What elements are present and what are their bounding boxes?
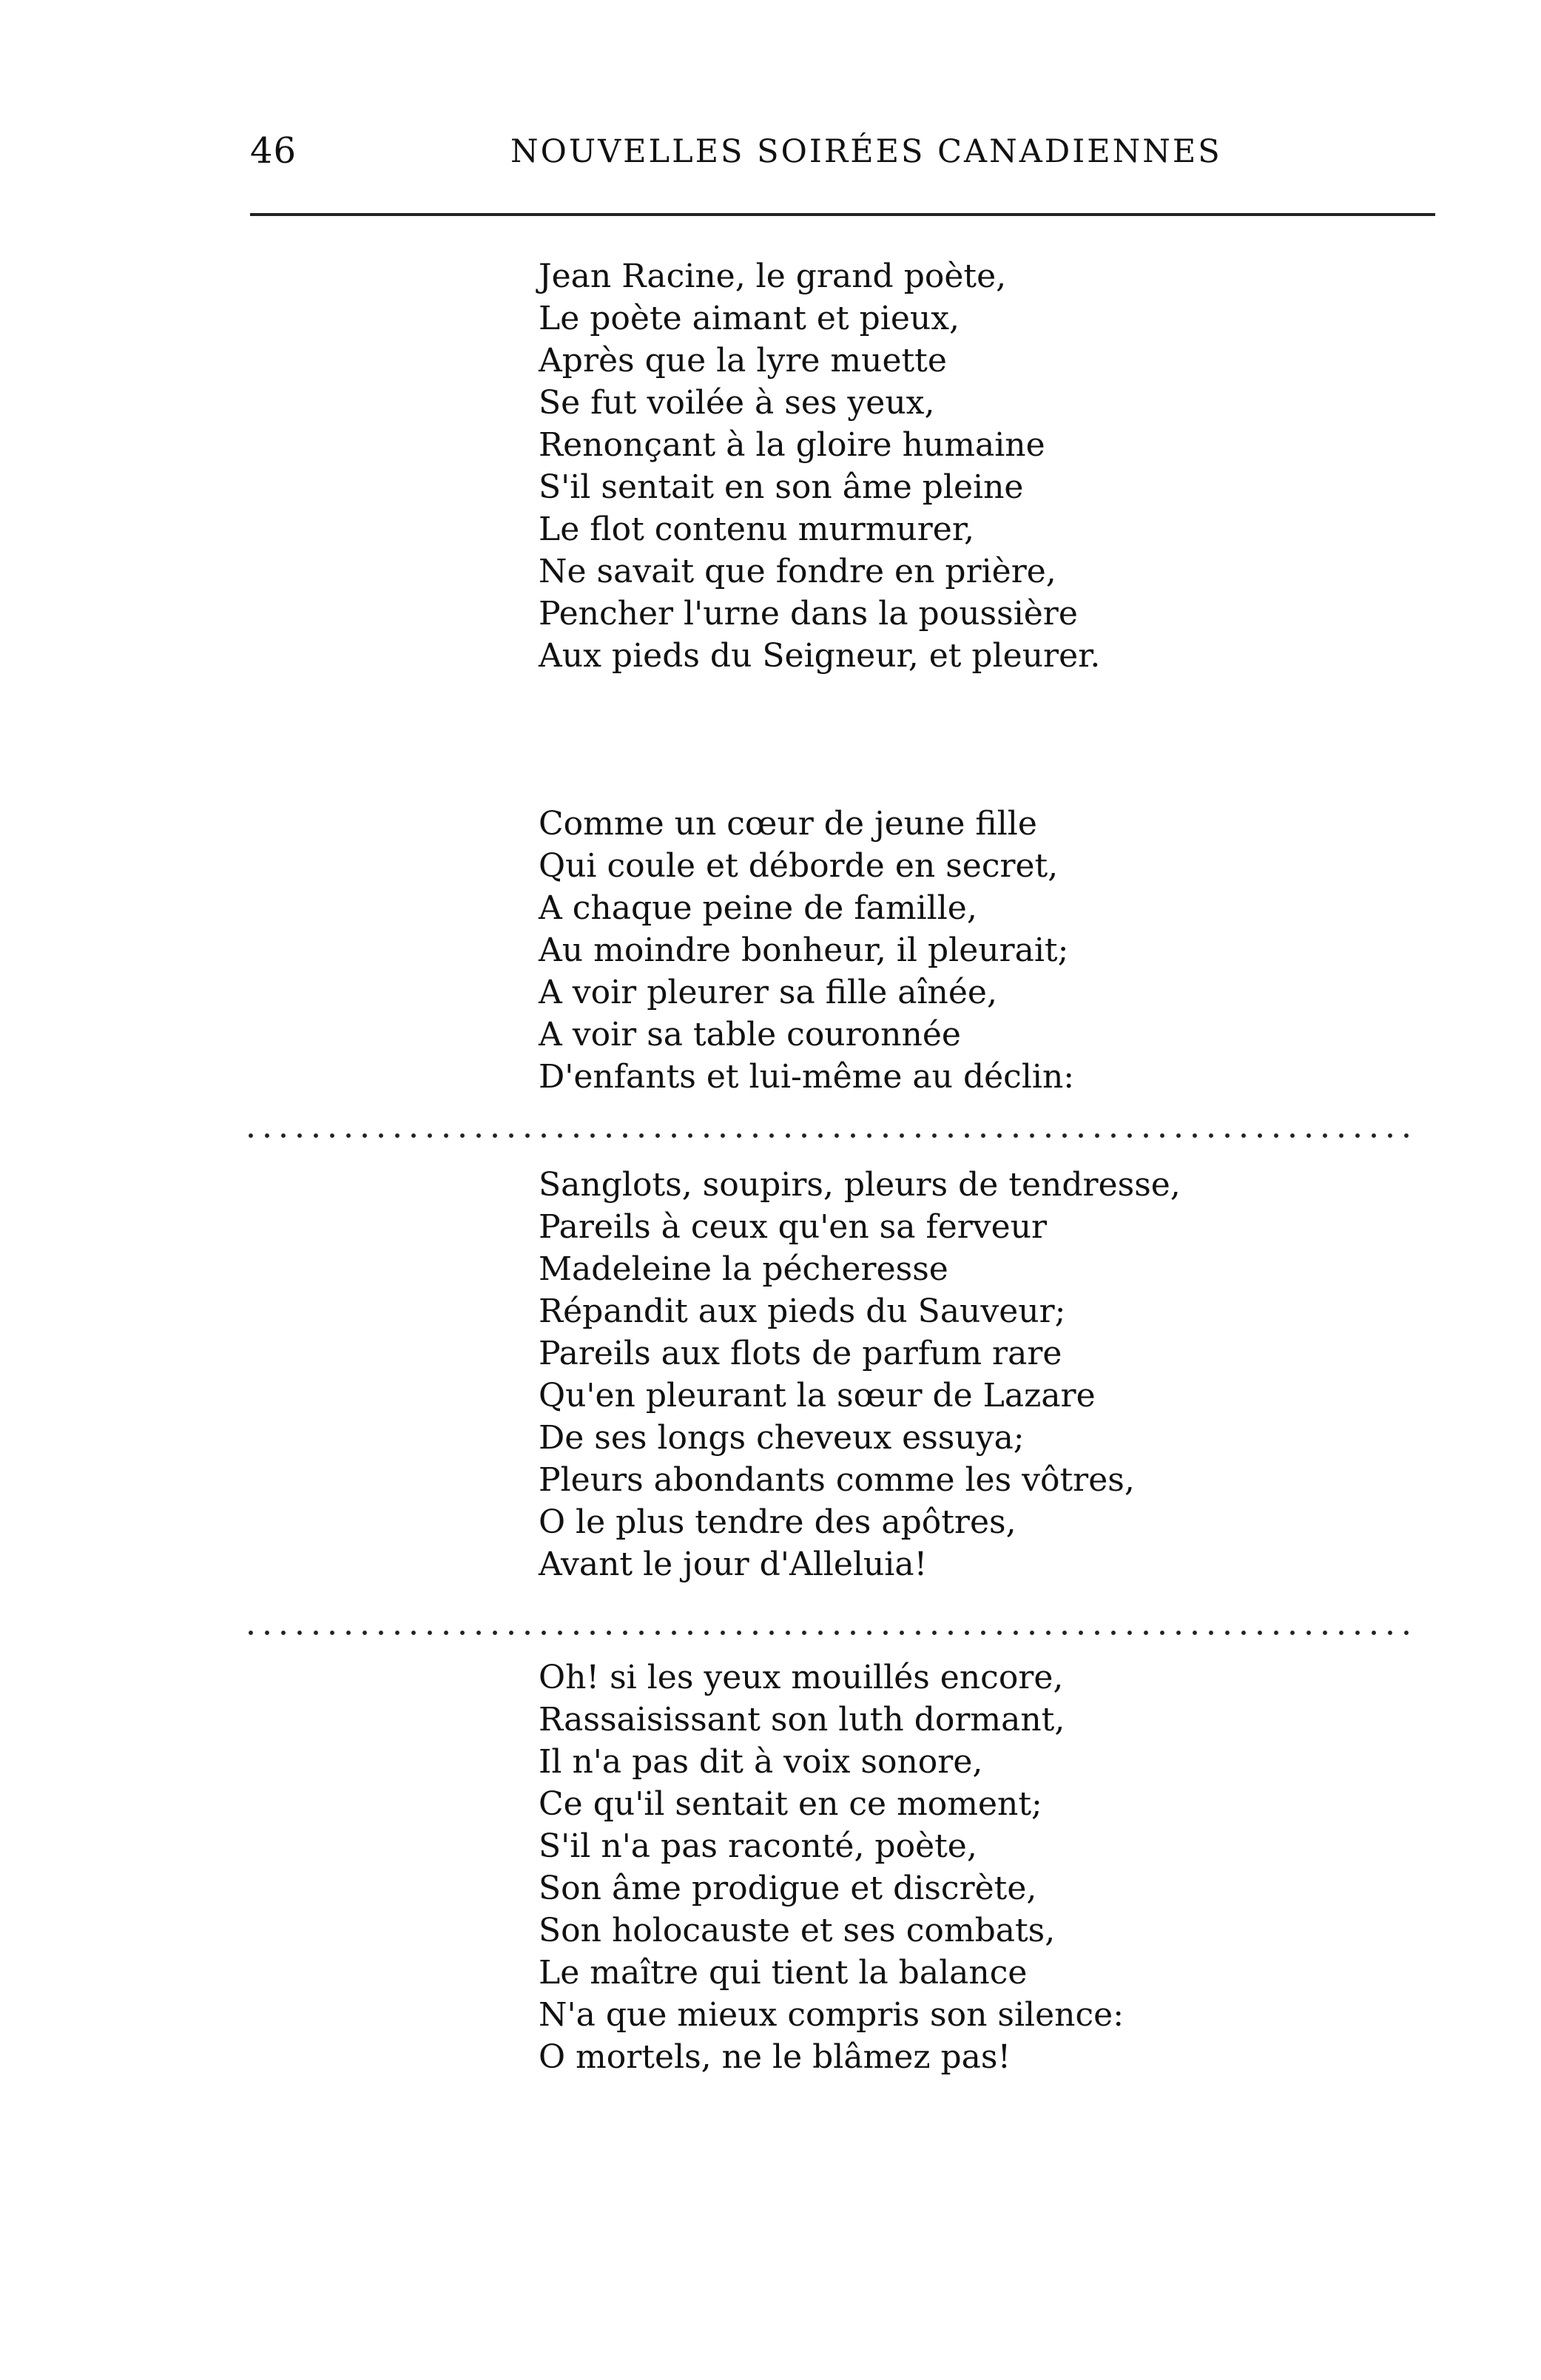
verse-line: Oh! si les yeux mouillés encore, bbox=[539, 1659, 1064, 1696]
verse-line: Qui coule et déborde en secret, bbox=[539, 847, 1059, 885]
verse-line: Se fut voilée à ses yeux, bbox=[539, 384, 935, 422]
verse-line: Son holocauste et ses combats, bbox=[539, 1912, 1056, 1949]
verse-line: Après que la lyre muette bbox=[539, 342, 947, 380]
verse-line: Pareils aux flots de parfum rare bbox=[539, 1335, 1062, 1372]
verse-line: Rassaisissant son luth dormant, bbox=[539, 1701, 1065, 1739]
verse-line: Comme un cœur de jeune fille bbox=[539, 805, 1037, 843]
verse-line: D'enfants et lui-même au déclin: bbox=[539, 1058, 1075, 1096]
stanza-3 bbox=[539, 1164, 1181, 1585]
verse-line: Renonçant à la gloire humaine bbox=[539, 426, 1045, 464]
stanza-4 bbox=[539, 1656, 1124, 2078]
verse-line: S'il sentait en son âme pleine bbox=[539, 468, 1024, 506]
header-rule bbox=[250, 213, 1435, 216]
verse-line: Aux pieds du Seigneur, et pleurer. bbox=[539, 637, 1101, 675]
page-number: 46 bbox=[250, 130, 297, 172]
verse-line: Le flot contenu murmurer, bbox=[539, 510, 975, 548]
verse-line: A voir pleurer sa fille aînée, bbox=[539, 974, 997, 1011]
dotted-separator bbox=[243, 1630, 1420, 1636]
verse-line: A voir sa table couronnée bbox=[539, 1016, 961, 1054]
verse-line: O mortels, ne le blâmez pas! bbox=[539, 2038, 1011, 2076]
verse-line: Son âme prodigue et discrète, bbox=[539, 1870, 1037, 1907]
verse-line: Au moindre bonheur, il pleurait; bbox=[539, 931, 1069, 969]
verse-line: Madeleine la pécheresse bbox=[539, 1250, 948, 1288]
verse-line: S'il n'a pas raconté, poète, bbox=[539, 1827, 977, 1865]
running-title: NOUVELLES SOIRÉES CANADIENNES bbox=[510, 133, 1222, 170]
stanza-2 bbox=[539, 803, 1074, 1098]
verse-line: Il n'a pas dit à voix sonore, bbox=[539, 1743, 983, 1781]
verse-line: Pareils à ceux qu'en sa ferveur bbox=[539, 1208, 1048, 1246]
verse-line: Ne savait que fondre en prière, bbox=[539, 553, 1056, 590]
stanza-1 bbox=[539, 255, 1100, 677]
verse-line: N'a que mieux compris son silence: bbox=[539, 1996, 1124, 2034]
verse-line: A chaque peine de famille, bbox=[539, 889, 977, 927]
verse-line: Sanglots, soupirs, pleurs de tendresse, bbox=[539, 1166, 1181, 1204]
verse-line: Le poète aimant et pieux, bbox=[539, 300, 960, 337]
verse-line: Qu'en pleurant la sœur de Lazare bbox=[539, 1377, 1096, 1415]
verse-line: Pleurs abondants comme les vôtres, bbox=[539, 1461, 1135, 1499]
verse-line: Jean Racine, le grand poète, bbox=[539, 257, 1007, 295]
verse-line: Le maître qui tient la balance bbox=[539, 1954, 1028, 1992]
verse-line: Pencher l'urne dans la poussière bbox=[539, 595, 1078, 633]
dotted-separator bbox=[243, 1133, 1420, 1139]
verse-line: De ses longs cheveux essuya; bbox=[539, 1419, 1025, 1457]
verse-line: Avant le jour d'Alleluia! bbox=[539, 1545, 928, 1583]
verse-line: Répandit aux pieds du Sauveur; bbox=[539, 1292, 1066, 1330]
verse-line: Ce qu'il sentait en ce moment; bbox=[539, 1785, 1042, 1823]
verse-line: O le plus tendre des apôtres, bbox=[539, 1503, 1016, 1541]
